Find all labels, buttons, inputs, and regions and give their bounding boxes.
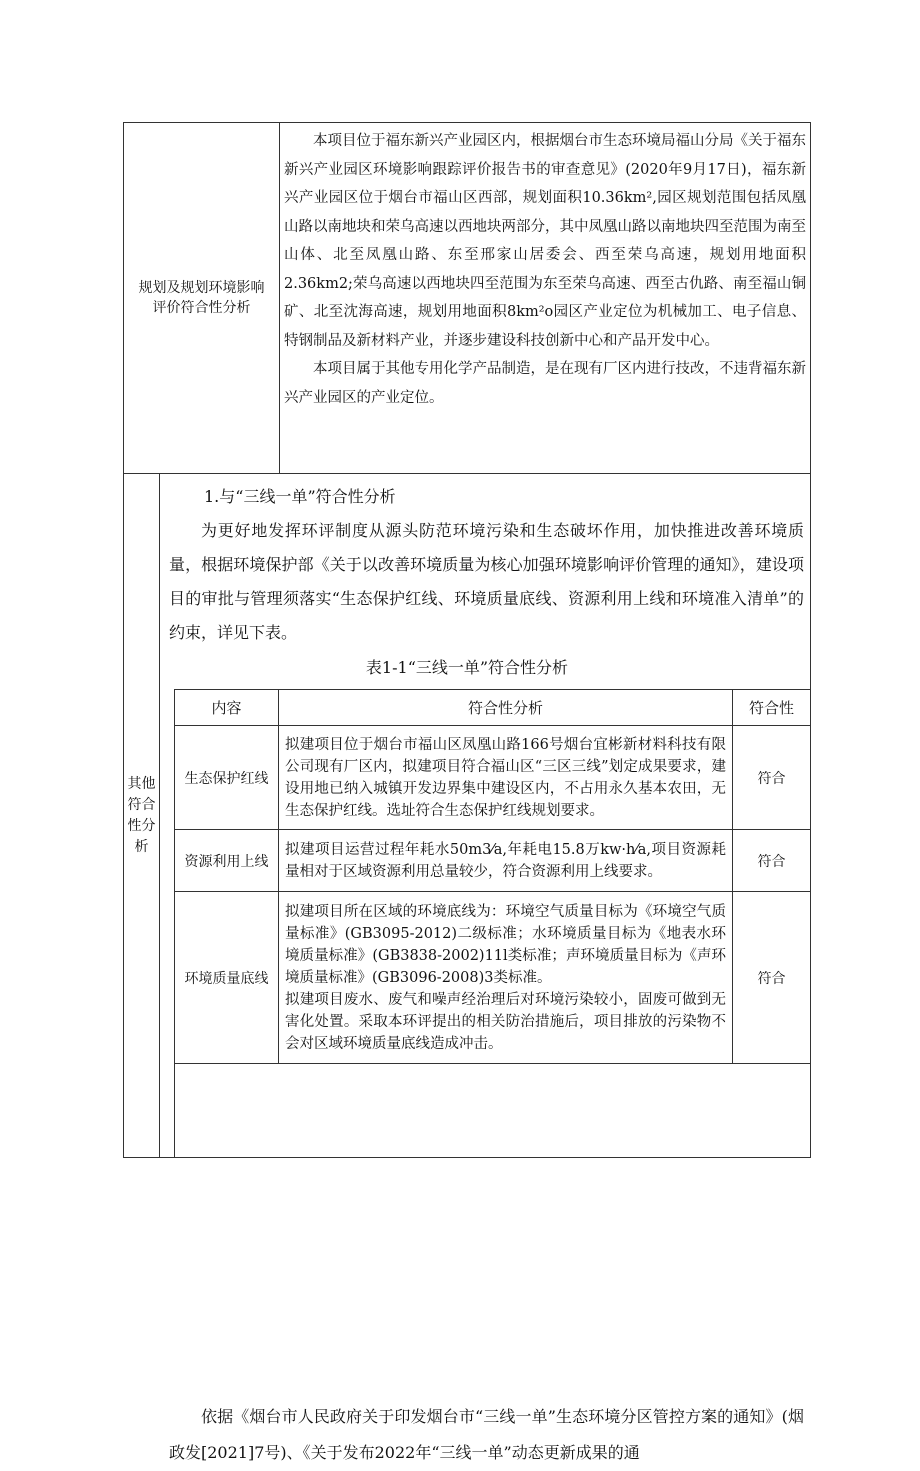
row-analysis: 拟建项目运营过程年耗水50m3⁄a,年耗电15.8万kw·h⁄a,项目资源耗量相对于区域资源利用总量较少，符合资源利用上线要求。 [279, 830, 733, 892]
planning-section-body [284, 127, 806, 412]
header-compliance: 符合性 [733, 690, 811, 726]
table-row [175, 726, 811, 830]
row-analysis [279, 892, 733, 1064]
table-left-gutter [159, 689, 175, 1157]
closing-text: 依据《烟台市人民政府关于印发烟台市“三线一单”生态环境分区管控方案的通知》(烟政发[2021]7号)、《关于发布2022年“三线一单”动态更新成果的通 [169, 1407, 804, 1462]
assessment-table-frame [123, 122, 811, 1462]
three-lines-heading: 1.与“三线一单”符合性分析 [204, 487, 396, 506]
header-content: 内容 [175, 690, 279, 726]
row-analysis-part-1: 拟建项目所在区域的环境底线为：环境空气质量目标为《环境空气质量标准》(GB3095-2012)二级标准；水环境质量目标为《地表水环境质量标准》(GB3838-2002)11l类标准；声环境质量目标为《声环境质量标准》(GB3096-2008)3类标准。 [285, 903, 726, 986]
planning-paragraph-2: 本项目属于其他专用化学产品制造，是在现有厂区内进行技改，不违背福东新兴产业园区的产业定位。 [284, 361, 806, 406]
other-section-label: 其他符合性分析 [124, 474, 160, 1157]
row-result: 符合 [733, 830, 811, 892]
table-header-row [175, 690, 811, 726]
header-analysis: 符合性分析 [279, 690, 733, 726]
table-row [175, 830, 811, 892]
closing-paragraph [169, 1399, 804, 1471]
three-lines-intro [169, 480, 804, 650]
table-caption: 表1-1“三线一单”符合性分析 [365, 658, 569, 677]
planning-section [124, 123, 810, 474]
row-analysis: 拟建项目位于烟台市福山区凤凰山路166号烟台宜彬新材料科技有限公司现有厂区内，拟建项目符合福山区“三区三线”划定成果要求，建设用地已纳入城镇开发边界集中建设区内，不占用永久基本农田，无生态保护红线。选址符合生态保护红线规划要求。 [279, 726, 733, 830]
row-analysis-part-2: 拟建项目废水、废气和噪声经治理后对环境污染较小，固废可做到无害化处置。采取本环评提出的相关防治措施后，项目排放的污染物不会对区域环境质量底线造成冲击。 [285, 991, 726, 1052]
table-row [175, 892, 811, 1064]
planning-section-label: 规划及规划环境影响评价符合性分析 [124, 123, 280, 473]
row-item: 资源利用上线 [175, 830, 279, 892]
other-section [124, 474, 810, 1462]
row-result: 符合 [733, 892, 811, 1064]
row-item: 环境质量底线 [175, 892, 279, 1064]
three-lines-table [174, 689, 811, 1064]
row-result: 符合 [733, 726, 811, 830]
three-lines-intro-text: 为更好地发挥环评制度从源头防范环境污染和生态破坏作用，加快推进改善环境质量，根据环境保护部《关于以改善环境质量为核心加强环境影响评价管理的通知》，建设项目的审批与管理须落实“生态保护红线、环境质量底线、资源利用上线和环境准入清单”的约束，详见下表。 [169, 521, 804, 642]
planning-paragraph-1: 本项目位于福东新兴产业园区内，根据烟台市生态环境局福山分局《关于福东新兴产业园区环境影响跟踪评价报告书的审查意见》(2020年9月17日)，福东新兴产业园区位于烟台市福山区西部，规划面积10.36km²,园区规划范围包括凤凰山路以南地块和荣乌高速以西地块两部分，其中凤凰山路以南地块四至范围为南至山体、北至凤凰山路、东至邢家山居委会、西至荣乌高速，规划用地面积2.36km2;荣乌高速以西地块四至范围为东至荣乌高速、西至古仇路、南至福山铜矿、北至沈海高速，规划用地面积8km²o园区产业定位为机械加工、电子信息、特钢制品及新材料产业，并逐步建设科技创新中心和产品开发中心。 [284, 133, 806, 349]
row-item: 生态保护红线 [175, 726, 279, 830]
